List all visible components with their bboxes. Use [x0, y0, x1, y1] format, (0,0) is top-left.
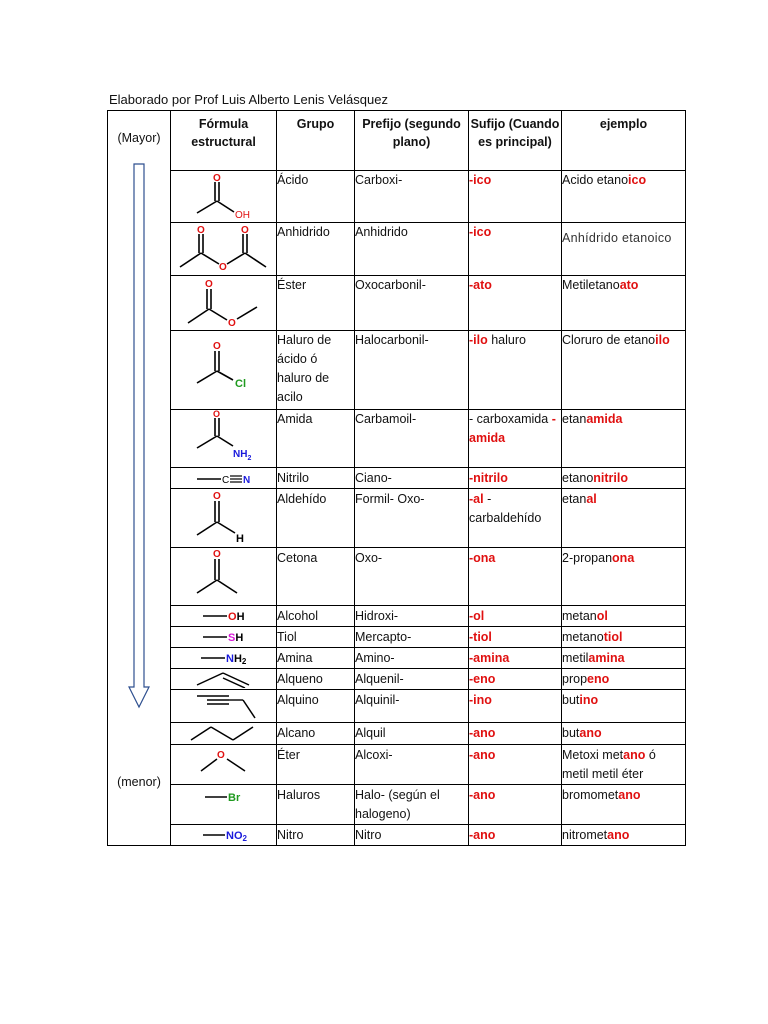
- emphasized-text: -eno: [469, 672, 496, 686]
- grupo-cell: Tiol: [277, 627, 355, 648]
- ketone-structure-icon: [171, 548, 275, 604]
- formula-cell: [171, 410, 277, 468]
- sufijo-cell: [469, 606, 562, 627]
- alkene-structure-icon: [171, 669, 275, 688]
- plain-text: etan: [562, 412, 587, 426]
- emphasized-text: -ano: [469, 726, 496, 740]
- sufijo-cell: [469, 648, 562, 669]
- formula-cell: [171, 468, 277, 489]
- amine-nh-label: $NH_2$: [233, 449, 252, 462]
- sufijo-cell: [469, 690, 562, 723]
- chlorine-label: Cl: [235, 378, 246, 390]
- header-row: [108, 111, 686, 171]
- prefijo-cell: Oxo-: [355, 548, 469, 606]
- document-credit: Elaborado por Prof Luis Alberto Lenis Velásquez: [109, 92, 388, 107]
- plain-text: prop: [562, 672, 588, 686]
- grupo-cell: Ácido: [277, 171, 355, 223]
- plain-text: nitromet: [562, 828, 608, 842]
- acyl-halide-structure-icon: [171, 331, 275, 408]
- grupo-cell: Nitrilo: [277, 468, 355, 489]
- emphasized-text: -amina: [469, 651, 510, 665]
- emphasized-text: ol: [596, 609, 608, 623]
- prefijo-cell: Oxocarbonil-: [355, 276, 469, 331]
- table-row: [108, 548, 686, 606]
- oxygen-label: O: [217, 750, 225, 761]
- header-ejemplo: ejemplo: [562, 111, 686, 171]
- hydroxyl-label: OH: [235, 210, 250, 221]
- prefijo-cell: Hidroxi-: [355, 606, 469, 627]
- thiol-label: SH: [228, 632, 244, 644]
- sufijo-cell: [469, 785, 562, 825]
- emphasized-text: amina: [588, 651, 625, 665]
- formula-cell: [171, 171, 277, 223]
- plain-text: Metiletano: [562, 278, 620, 292]
- priority-column: [108, 111, 171, 846]
- ejemplo-cell: [562, 606, 686, 627]
- plain-text: metan: [562, 609, 597, 623]
- down-arrow-icon: [127, 163, 151, 709]
- plain-text: etano: [562, 471, 594, 485]
- plain-text: metil: [562, 651, 589, 665]
- sufijo-cell: [469, 723, 562, 745]
- ejemplo-cell: [562, 171, 686, 223]
- header-grupo: Grupo: [277, 111, 355, 171]
- bromine-label: Br: [228, 792, 241, 804]
- oxygen-label: O: [205, 279, 213, 290]
- emphasized-text: -amida: [469, 412, 556, 445]
- formula-cell: [171, 648, 277, 669]
- grupo-cell: Aldehído: [277, 489, 355, 548]
- table-row: [108, 223, 686, 276]
- plain-text: etan: [562, 492, 587, 506]
- grupo-cell: Éster: [277, 276, 355, 331]
- emphasized-text: eno: [587, 672, 610, 686]
- formula-cell: [171, 548, 277, 606]
- prefijo-cell: Alquinil-: [355, 690, 469, 723]
- emphasized-text: -ol: [469, 609, 485, 623]
- carboxylic-acid-structure-icon: [171, 171, 275, 221]
- oxygen-label: O: [241, 225, 249, 236]
- table-row: [108, 410, 686, 468]
- alkyne-structure-icon: [171, 690, 275, 721]
- hydrogen-label: H: [236, 533, 244, 545]
- header-formula: Fórmula estructural: [171, 111, 277, 171]
- table-row: [108, 745, 686, 785]
- grupo-cell: Haluros: [277, 785, 355, 825]
- formula-cell: [171, 331, 277, 410]
- oxygen-label: O: [213, 549, 221, 560]
- sufijo-cell: [469, 627, 562, 648]
- formula-cell: [171, 223, 277, 276]
- plain-text: ó metil metil éter: [562, 748, 656, 781]
- anhydride-structure-icon: [171, 223, 275, 274]
- ejemplo-cell: [562, 745, 686, 785]
- emphasized-text: -ona: [469, 551, 496, 565]
- emphasized-text: al: [586, 492, 597, 506]
- ejemplo-cell: [562, 489, 686, 548]
- ejemplo-cell: [562, 690, 686, 723]
- emphasized-text: nitrilo: [593, 471, 628, 485]
- formula-cell: [171, 723, 277, 745]
- grupo-cell: Haluro de ácido ó haluro de acilo: [277, 331, 355, 410]
- emphasized-text: -ano: [469, 828, 496, 842]
- emphasized-text: -ano: [469, 748, 496, 762]
- emphasized-text: ano: [623, 748, 646, 762]
- table-row: [108, 690, 686, 723]
- thiol-structure-icon: [171, 627, 275, 646]
- plain-text: - carbaldehído: [469, 492, 542, 525]
- prefijo-cell: Carbamoil-: [355, 410, 469, 468]
- halide-structure-icon: [171, 785, 275, 823]
- emphasized-text: ino: [579, 693, 599, 707]
- formula-cell: [171, 669, 277, 690]
- emphasized-text: ilo: [655, 333, 670, 347]
- emphasized-text: -tiol: [469, 630, 492, 644]
- functional-groups-table: [107, 110, 686, 846]
- grupo-cell: Amina: [277, 648, 355, 669]
- table-row: [108, 489, 686, 548]
- amine-structure-icon: [171, 648, 275, 667]
- plain-text: haluro: [487, 333, 526, 347]
- emphasized-text: -ino: [469, 693, 492, 707]
- formula-cell: [171, 489, 277, 548]
- sufijo-cell: [469, 223, 562, 276]
- prefijo-cell: Mercapto-: [355, 627, 469, 648]
- plain-text: but: [562, 693, 580, 707]
- ejemplo-cell: [562, 468, 686, 489]
- prefijo-cell: Carboxi-: [355, 171, 469, 223]
- emphasized-text: ona: [612, 551, 635, 565]
- plain-text: Cloruro de etano: [562, 333, 656, 347]
- header-sufijo: Sufijo (Cuando es principal): [469, 111, 562, 171]
- table-row: [108, 669, 686, 690]
- plain-text: but: [562, 726, 580, 740]
- grupo-cell: Alqueno: [277, 669, 355, 690]
- oxygen-label: O: [213, 410, 221, 419]
- amide-structure-icon: [171, 410, 275, 466]
- emphasized-text: ato: [619, 278, 639, 292]
- ejemplo-cell: [562, 648, 686, 669]
- plain-text: Metoxi met: [562, 748, 624, 762]
- emphasized-text: ico: [628, 173, 647, 187]
- emphasized-text: amida: [586, 412, 623, 426]
- emphasized-text: -ico: [469, 173, 492, 187]
- plain-text: metano: [562, 630, 604, 644]
- plain-text: 2-propan: [562, 551, 613, 565]
- formula-cell: [171, 690, 277, 723]
- prefijo-cell: Alquenil-: [355, 669, 469, 690]
- prefijo-cell: Alcoxi-: [355, 745, 469, 785]
- prefijo-cell: Nitro: [355, 825, 469, 846]
- sufijo-cell: [469, 410, 562, 468]
- emphasized-text: -ano: [469, 788, 496, 802]
- hydroxyl-label: OH: [228, 611, 245, 623]
- formula-cell: [171, 785, 277, 825]
- sufijo-cell: [469, 171, 562, 223]
- ejemplo-cell: [562, 331, 686, 410]
- formula-cell: [171, 276, 277, 331]
- hydroxyl-structure-icon: [171, 606, 275, 625]
- grupo-cell: Éter: [277, 745, 355, 785]
- plain-text: bromomet: [562, 788, 619, 802]
- emphasized-text: -ato: [469, 278, 492, 292]
- table-row: [108, 723, 686, 745]
- sufijo-cell: [469, 276, 562, 331]
- table-row: [108, 276, 686, 331]
- prefijo-cell: Ciano-: [355, 468, 469, 489]
- prefijo-cell: Amino-: [355, 648, 469, 669]
- ejemplo-cell: [562, 825, 686, 846]
- oxygen-label: O: [228, 318, 236, 329]
- prefijo-cell: Formil- Oxo-: [355, 489, 469, 548]
- table-row: [108, 468, 686, 489]
- table-row: [108, 171, 686, 223]
- sufijo-cell: [469, 825, 562, 846]
- ejemplo-cell: [562, 548, 686, 606]
- formula-cell: [171, 627, 277, 648]
- emphasized-text: ano: [607, 828, 630, 842]
- oxygen-label: O: [213, 341, 221, 352]
- grupo-cell: Cetona: [277, 548, 355, 606]
- table-row: [108, 648, 686, 669]
- table-row: [108, 825, 686, 846]
- grupo-cell: Alcano: [277, 723, 355, 745]
- priority-low-label: (menor): [117, 775, 161, 789]
- carbon-label: C: [222, 475, 230, 486]
- sufijo-cell: [469, 548, 562, 606]
- amine-label: NH2: [226, 653, 247, 666]
- oxygen-label: O: [197, 225, 205, 236]
- nitrile-structure-icon: [171, 468, 275, 487]
- ejemplo-cell: [562, 785, 686, 825]
- ester-structure-icon: [171, 276, 275, 329]
- prefijo-cell: Halocarbonil-: [355, 331, 469, 410]
- oxygen-label: O: [213, 491, 221, 502]
- ejemplo-cell: Anhídrido etanoico: [562, 223, 686, 276]
- prefijo-cell: Halo- (según el halogeno): [355, 785, 469, 825]
- formula-cell: [171, 606, 277, 627]
- emphasized-text: -ico: [469, 225, 492, 239]
- prefijo-cell: Alquil: [355, 723, 469, 745]
- prefijo-cell: Anhidrido: [355, 223, 469, 276]
- plain-text: Acido etano: [562, 173, 629, 187]
- formula-cell: [171, 745, 277, 785]
- alkane-structure-icon: [171, 723, 275, 743]
- emphasized-text: -al: [469, 492, 484, 506]
- formula-cell: [171, 825, 277, 846]
- emphasized-text: ano: [579, 726, 602, 740]
- priority-high-label: (Mayor): [117, 131, 161, 145]
- grupo-cell: Anhidrido: [277, 223, 355, 276]
- emphasized-text: -nitrilo: [469, 471, 508, 485]
- plain-text: - carboxamida: [469, 412, 552, 426]
- ejemplo-cell: [562, 669, 686, 690]
- emphasized-text: ano: [618, 788, 641, 802]
- oxygen-label: O: [219, 262, 227, 273]
- table-row: [108, 785, 686, 825]
- ether-structure-icon: [171, 745, 275, 783]
- nitrogen-label: N: [243, 475, 251, 486]
- header-prefijo: Prefijo (segundo plano): [355, 111, 469, 171]
- nitro-label: NO2: [226, 830, 247, 843]
- sufijo-cell: [469, 669, 562, 690]
- ejemplo-cell: [562, 627, 686, 648]
- ejemplo-cell: [562, 410, 686, 468]
- table-row: [108, 627, 686, 648]
- ejemplo-cell: [562, 723, 686, 745]
- emphasized-text: -ilo: [469, 333, 488, 347]
- oxygen-label: O: [213, 173, 221, 184]
- sufijo-cell: [469, 489, 562, 548]
- ejemplo-cell: [562, 276, 686, 331]
- grupo-cell: Nitro: [277, 825, 355, 846]
- table-row: [108, 331, 686, 410]
- emphasized-text: tiol: [603, 630, 623, 644]
- grupo-cell: Alquino: [277, 690, 355, 723]
- aldehyde-structure-icon: [171, 489, 275, 546]
- sufijo-cell: [469, 745, 562, 785]
- grupo-cell: Alcohol: [277, 606, 355, 627]
- table-row: [108, 606, 686, 627]
- sufijo-cell: [469, 468, 562, 489]
- sufijo-cell: [469, 331, 562, 410]
- grupo-cell: Amida: [277, 410, 355, 468]
- nitro-structure-icon: [171, 825, 275, 844]
